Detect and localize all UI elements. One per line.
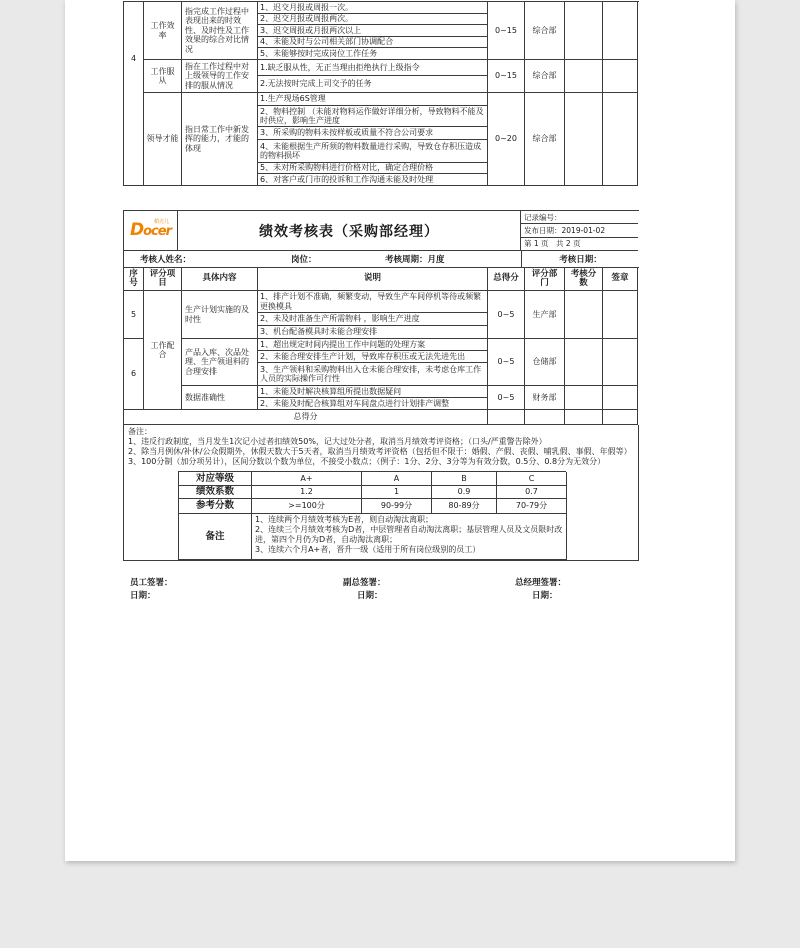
explain-item: 3、迟交周报或月报两次以上 [258,25,488,37]
grade-remark-line: 1、连续两个月绩效考核为E者，则自动淘汰离职； [255,515,434,524]
form-body-grid [124,268,639,425]
explain-item: 3、机台配备模具时未能合理安排 [258,326,488,339]
explain-item: 5、未对所采购物料进行价格对比，确定合理价格 [258,163,488,174]
stamp-blank [603,386,638,410]
col-header-content: 具体内容 [182,268,258,291]
grade-letter: B [432,472,497,486]
remark-line: 3、100分制（加分项另计），区间分数以个数为单位，不接受小数点；（例子：1分、2分、3分等为有效分数，0.5分、0.8分为无效分） [128,457,606,466]
ref-score-value: >=100分 [252,499,362,514]
stamp-blank [603,2,638,60]
docer-logo-d: D [130,219,144,240]
seq-cell-6: 6 [124,339,144,410]
scoring-dept: 财务部 [525,386,565,410]
explain-item: 2.无法按时完成上司交予的任务 [258,76,488,93]
assessment-period-label: 考核周期：月度 [381,251,521,268]
record-number-label: 记录编号： [521,211,638,224]
coefficient-row-label: 绩效系数 [179,486,252,499]
total-score-blank [603,410,638,425]
grade-letter: A+ [252,472,362,486]
form-title: 绩效考核表（采购部经理） [178,211,521,251]
score-range: 0~20 [488,93,525,186]
col-header-scoring-dept: 评分部门 [525,268,565,291]
scoring-dept: 综合部 [525,60,565,93]
seq-cell-4: 4 [124,2,144,186]
content-warehouse-arrange: 产品入库、次品处理、生产领退料的合理安排 [182,339,258,386]
page-indicator: 第 1 页 共 2 页 [524,239,581,249]
vp-date-label: 日期： [357,591,383,601]
grade-letter: C [497,472,567,486]
vp-signature-label: 副总签署： [343,578,386,588]
seq-cell-5: 5 [124,291,144,339]
scoring-dept: 综合部 [525,93,565,186]
explain-item: 1.缺乏服从性，无正当理由拒绝执行上级指令 [258,60,488,76]
coefficient-value: 0.7 [497,486,567,499]
col-header-stamp: 签章 [603,268,638,291]
explain-item: 4、未能及时与公司相关部门协调配合 [258,37,488,48]
scoring-dept: 生产部 [525,291,565,339]
explain-item: 4、未能根据生产所须的物料数量进行采购，导致仓存积压造成的物料损坏 [258,140,488,163]
total-score-blank [488,410,525,425]
assessee-name-label: 考核人姓名： [124,251,291,268]
score-range: 0~5 [488,291,525,339]
item-name-leadership: 领导才能 [144,93,182,186]
assessment-date-label: 考核日期： [521,251,639,268]
item-desc-work-obedience: 指在工作过程中对上级领导的工作安排的服从情况 [182,60,258,93]
score-blank [565,2,603,60]
coefficient-value: 0.9 [432,486,497,499]
score-blank [565,60,603,93]
score-range: 0~5 [488,386,525,410]
explain-item: 6、对客户或门市的投诉和工作沟通未能及时处理 [258,174,488,186]
remark-line: 1、违反行政制度，当月发生1次记小过者扣绩效50%，记大过处分者，取消当月绩效考评资格；（口头/严重警告除外） [128,437,547,446]
col-header-total-score: 总得分 [488,268,525,291]
item-name-work-efficiency: 工作效率 [144,2,182,60]
explain-item: 1.生产现场6S管理 [258,93,488,106]
item-desc-work-efficiency: 指完成工作过程中表现出来的时效性、及时性及工作效果的综合对比情况 [182,2,258,60]
total-score-blank [565,410,603,425]
grade-mapping-table [178,471,566,560]
stamp-blank [603,60,638,93]
evaluation-form-table [123,210,639,561]
gm-date-label: 日期： [532,591,558,601]
remark-line: 2、除当月例休/补休/公众假期外，休假天数大于5天者，取消当月绩效考评资格（包括但不限于：婚假、产假、丧假、哺乳假、事假、年假等） [128,447,632,456]
scoring-dept: 综合部 [525,2,565,60]
grade-remarks-label: 备注 [179,514,252,560]
explain-item: 2、迟交月报或周报两次。 [258,14,488,25]
score-blank [565,386,603,410]
remarks-section [124,425,639,561]
explain-item: 2、未及时准备生产所需物料 ，影响生产进度 [258,313,488,326]
form-header-band [124,211,639,251]
col-header-seq: 序号 [124,268,144,291]
stamp-blank [603,339,638,386]
record-info-box [521,211,638,251]
logo-cell [124,211,178,251]
content-data-accuracy: 数据准确性 [182,386,258,410]
coefficient-value: 1.2 [252,486,362,499]
item-desc-leadership: 指日常工作中新发挥的能力，才能的体现 [182,93,258,186]
explain-item: 2、未能合理安排生产计划，导致库存积压或无法先进先出 [258,351,488,363]
publish-date: 发布日期：2019-01-02 [521,224,638,237]
score-blank [565,339,603,386]
total-score-label: 总得分 [124,410,488,425]
explain-item: 3、生产领料和采购物料出入仓未能合理安排，未考虑仓库工作人员的实际操作可行性 [258,363,488,386]
content-production-plan: 生产计划实施的及时性 [182,291,258,339]
ref-score-value: 80-89分 [432,499,497,514]
explain-item: 1、排产计划不准确，频繁变动，导致生产车间停机等待或频繁更换模具 [258,291,488,313]
explain-item: 2、物料控制 （未能对物料运作做好详细分析，导致物料不能及时供应，影响生产进度 [258,106,488,127]
ref-score-value: 70-79分 [497,499,567,514]
explain-item: 5、未能够按时完成岗位工作任务 [258,48,488,60]
score-blank [565,291,603,339]
document-page [65,0,735,861]
grade-letter: A [362,472,432,486]
col-header-assess-score: 考核分数 [565,268,603,291]
col-header-explain: 说明 [258,268,488,291]
ref-score-row-label: 参考分数 [179,499,252,514]
evaluation-table-continued [123,1,639,186]
item-name-work-cooperation: 工作配合 [144,291,182,410]
grade-row-label: 对应等级 [179,472,252,486]
stamp-blank [603,93,638,186]
explain-item: 3、所采购的物料未按样板或质量不符合公司要求 [258,127,488,140]
position-label: 岗位： [291,251,381,268]
total-score-blank [525,410,565,425]
explain-item: 1、未能及时解决核算组所提出数据疑问 [258,386,488,398]
gm-signature-label: 总经理签署： [515,578,567,588]
score-range: 0~15 [488,60,525,93]
employee-signature-label: 员工签署： [130,578,173,588]
col-header-item: 评分项目 [144,268,182,291]
explain-item: 1、迟交月报或周报一次。 [258,2,488,14]
coefficient-value: 1 [362,486,432,499]
ref-score-value: 90-99分 [362,499,432,514]
docer-logo-rest: ocer [143,223,171,239]
employee-date-label: 日期： [130,591,156,601]
remarks-title: 备注： [128,427,152,436]
scoring-dept: 仓储部 [525,339,565,386]
score-range: 0~5 [488,339,525,386]
stamp-blank [603,291,638,339]
brand-small-text: 稻壳儿 [153,219,169,225]
score-blank [565,93,603,186]
grade-remark-line: 3、连续六个月A+者，晋升一级（适用于所有岗位级别的员工） [255,545,481,554]
grade-remark-line: 2、连续三个月绩效考核为D者，中层管理者自动淘汰离职；基层管理人员及文员限时改进，第四个月仍为D者，自动淘汰离职； [255,525,563,544]
assessee-meta-row [124,251,639,268]
grade-remarks-content [252,514,567,560]
score-range: 0~15 [488,2,525,60]
explain-item: 1、超出规定时间内提出工作中问题的处理方案 [258,339,488,351]
item-name-work-obedience: 工作服从 [144,60,182,93]
explain-item: 2、未能及时配合核算组对车间盘点进行计划排产调整 [258,398,488,410]
